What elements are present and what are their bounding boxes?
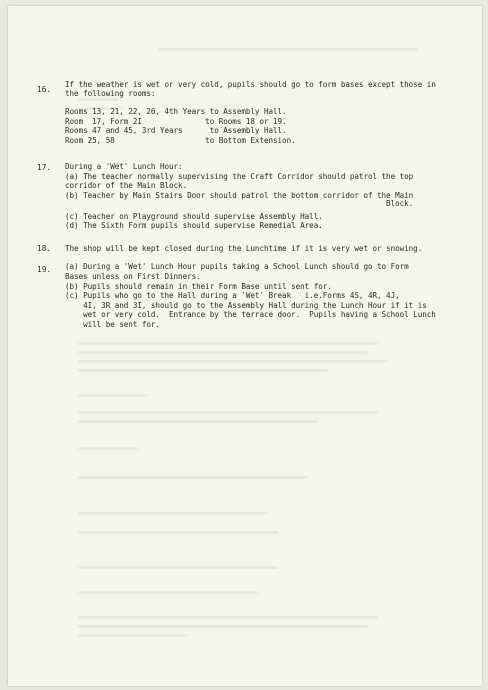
item-17-line-6: (c) Teacher on Playground should supervise Assembly Hall. (65, 212, 323, 221)
item-16-line-4: Rooms 13, 21, 22, 26, 4th Years to Assembly Hall. (65, 107, 287, 116)
document-page (8, 6, 482, 686)
item-17-line-4: (b) Teacher by Main Stairs Door should patrol the bottom corridor of the Main (65, 191, 414, 200)
item-16-line-2: the following rooms: (65, 89, 156, 98)
item-number-19: 19. (37, 265, 52, 274)
item-17-line-5: Block. (65, 199, 414, 208)
item-number-17: 17. (37, 163, 52, 172)
item-17-line-7: (d) The Sixth Form pupils should supervise Remedial Area. (65, 221, 323, 230)
item-19-line-7: will be sent for. (65, 320, 160, 329)
item-17-line-1: During a 'Wet' Lunch Hour: (65, 162, 183, 171)
item-17-line-3: corridor of the Main Block. (65, 181, 188, 190)
item-16-line-6: Rooms 47 and 45, 3rd Years to Assembly Hall. (65, 126, 287, 135)
item-18-line-1: The shop will be kept closed during the Lunchtime if it is very wet or snowing. (65, 244, 423, 253)
item-19-line-1: (a) During a 'Wet' Lunch Hour pupils taking a School Lunch should go to Form (65, 262, 409, 271)
item-19-line-2: Bases unless on First Dinners. (65, 272, 201, 281)
item-19-line-6: wet or very cold. Entrance by the terrace door. Pupils having a School Lunch (65, 310, 436, 319)
item-16-line-5: Room 17, Form 2I to Rooms 18 or 19. (65, 117, 287, 126)
item-19-line-3: (b) Pupils should remain in their Form Base until sent for. (65, 282, 332, 291)
item-19-line-4: (c) Pupils who go to the Hall during a 'Wet' Break i.e.Forms 4S, 4R, 4J, (65, 291, 400, 300)
item-number-18: 18. (37, 244, 52, 253)
item-number-16: 16. (37, 85, 52, 94)
item-16-line-7: Room 25, 58 to Bottom Extension. (65, 136, 296, 145)
item-16-line-1: If the weather is wet or very cold, pupils should go to form bases except those in (65, 80, 436, 89)
item-19-line-5: 4I, 3R and 3I, should go to the Assembly Hall during the Lunch Hour if it is (65, 301, 427, 310)
item-17-line-2: (a) The teacher normally supervising the Craft Corridor should patrol the top (65, 172, 414, 181)
